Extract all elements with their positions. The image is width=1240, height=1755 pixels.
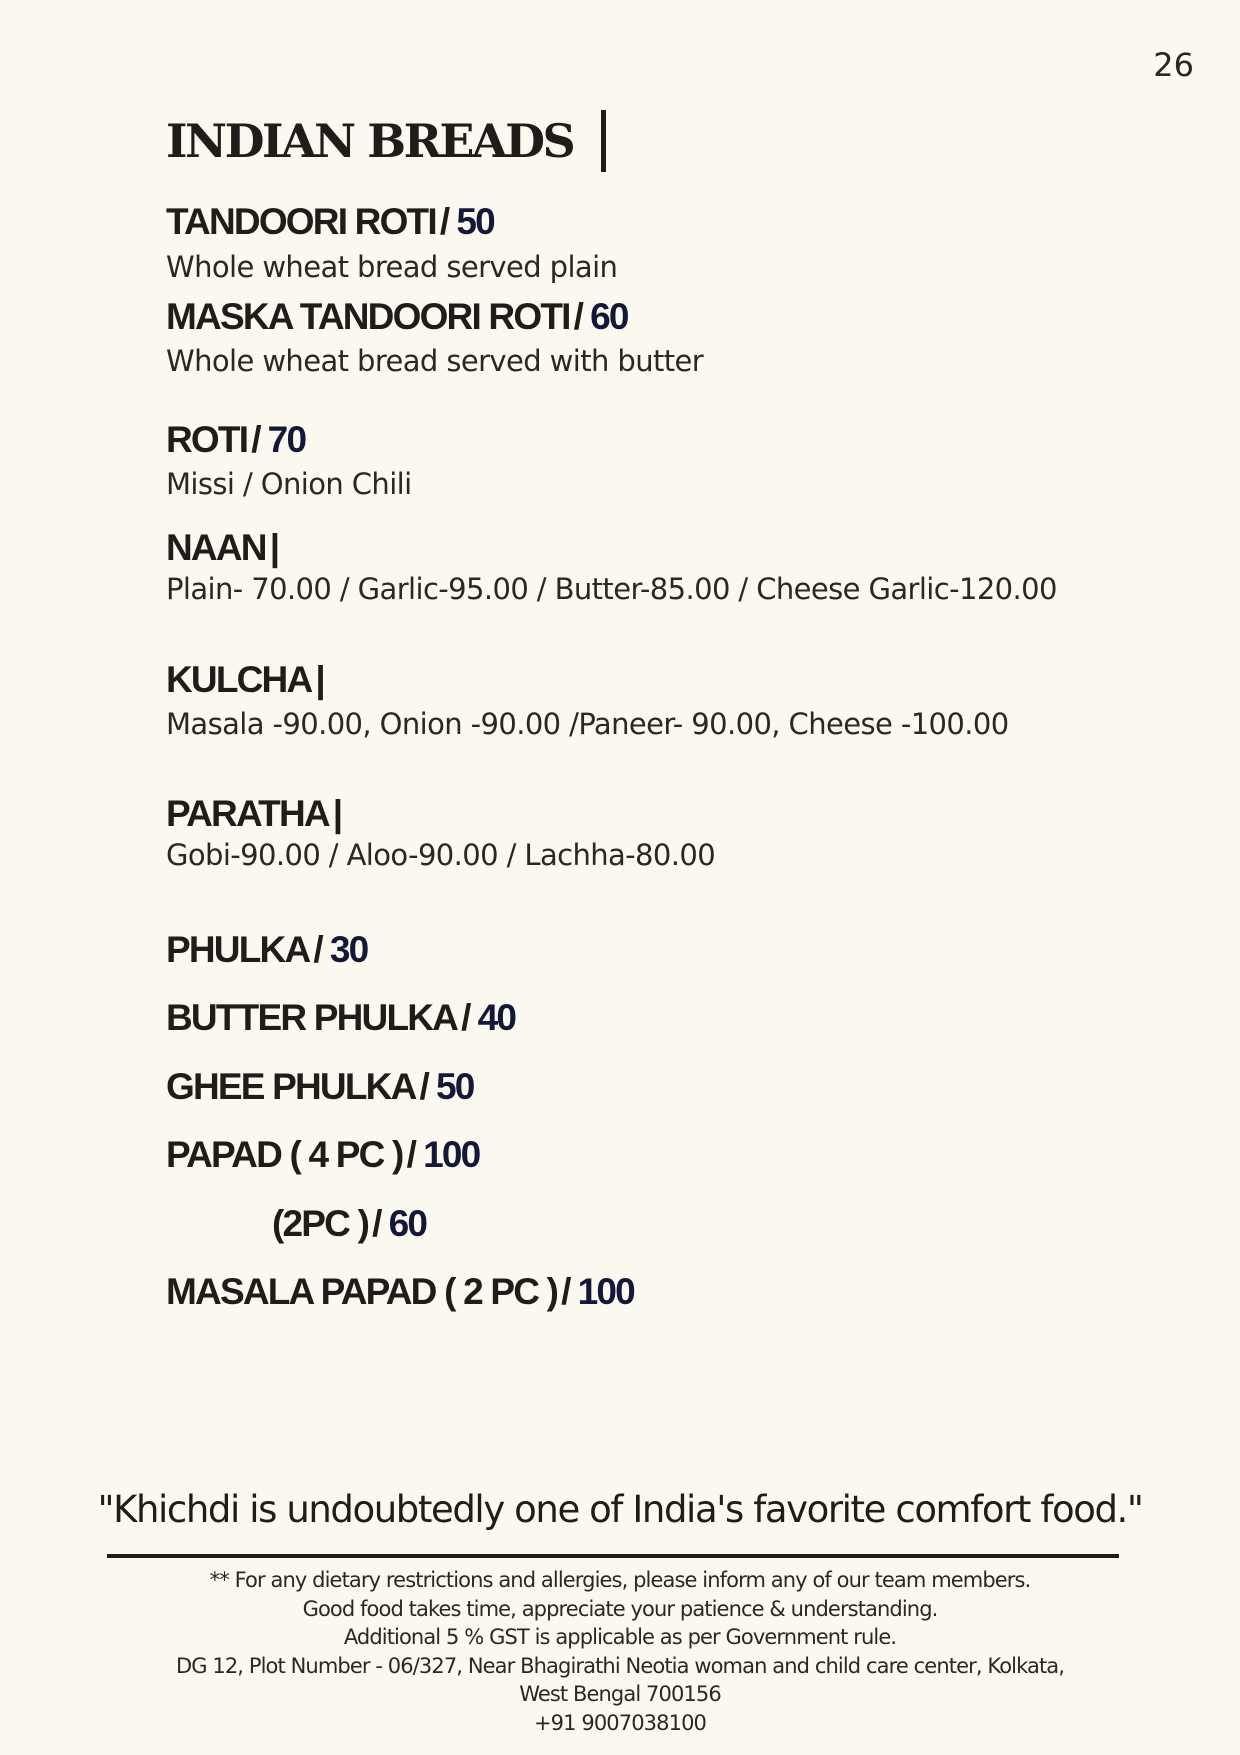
item-name: PAPAD ( 4 PC ) [166,1134,403,1175]
menu-item-phulka: PHULKA / 30 [166,929,368,970]
item-name: PARATHA [166,793,329,834]
item-name: NAAN [166,527,266,568]
item-price: 100 [423,1134,480,1175]
heading-divider [601,110,606,172]
menu-item-papad-2pc: (2PC ) / 60 [272,1203,427,1244]
item-price: 40 [477,997,516,1038]
footer-address: DG 12, Plot Number - 06/327, Near Bhagirathi Neotia woman and child care center, Kolkata, [175,1653,1065,1678]
footer-phone: +91 9007038100 [533,1710,706,1735]
menu-item-naan: NAAN | [166,527,279,568]
menu-item-roti: ROTI / 70 [166,419,306,460]
item-name: PHULKA [166,929,310,970]
item-description: Whole wheat bread served with butter [166,344,704,378]
item-description: Masala -90.00, Onion -90.00 /Paneer- 90.00, Cheese -100.00 [166,707,1009,741]
item-name: MASALA PAPAD ( 2 PC ) [166,1271,558,1312]
footer-quote: "Khichdi is undoubtedly one of India's favorite comfort food." [97,1488,1143,1531]
menu-item-tandoori-roti: TANDOORI ROTI / 50 [166,201,494,242]
item-description: Whole wheat bread served plain [166,250,618,284]
item-price: 100 [577,1271,634,1312]
menu-item-papad-4pc: PAPAD ( 4 PC ) / 100 [166,1134,480,1175]
footer-address-state: West Bengal 700156 [519,1682,721,1707]
item-name: GHEE PHULKA [166,1066,416,1107]
footer-gst-note: Additional 5 % GST is applicable as per Government rule. [343,1625,897,1650]
footer-patience-note: Good food takes time, appreciate your patience & understanding. [302,1596,938,1621]
item-name: ROTI [166,419,248,460]
item-price: 70 [267,419,306,460]
footer-allergy-note: ** For any dietary restrictions and allergies, please inform any of our team members. [209,1568,1031,1592]
menu-item-masala-papad: MASALA PAPAD ( 2 PC ) / 100 [166,1271,634,1312]
menu-item-butter-phulka: BUTTER PHULKA / 40 [166,997,516,1038]
footer-divider [107,1554,1119,1558]
menu-item-kulcha: KULCHA | [166,659,324,700]
section-heading [166,110,606,172]
menu-item-paratha: PARATHA | [166,793,342,834]
item-price: 60 [590,296,628,337]
item-price: 50 [435,1066,474,1107]
menu-item-ghee-phulka: GHEE PHULKA / 50 [166,1066,474,1107]
item-price: 60 [388,1203,427,1244]
menu-item-maska-tandoori-roti: MASKA TANDOORI ROTI / 60 [166,296,628,337]
section-title: INDIAN BREADS [166,114,574,168]
item-price: 30 [329,929,368,970]
page-number: 26 [1153,46,1194,84]
item-name: TANDOORI ROTI [166,201,436,242]
item-description: Gobi-90.00 / Aloo-90.00 / Lachha-80.00 [166,838,716,872]
item-description: Missi / Onion Chili [166,467,412,501]
item-name: BUTTER PHULKA [166,997,458,1038]
item-name: (2PC ) [272,1203,369,1244]
footer-notes [0,1566,1240,1738]
item-description: Plain- 70.00 / Garlic-95.00 / Butter-85.00 / Cheese Garlic-120.00 [166,572,1057,606]
item-name: KULCHA [166,659,312,700]
item-price: 50 [456,201,494,242]
item-name: MASKA TANDOORI ROTI [166,296,570,337]
